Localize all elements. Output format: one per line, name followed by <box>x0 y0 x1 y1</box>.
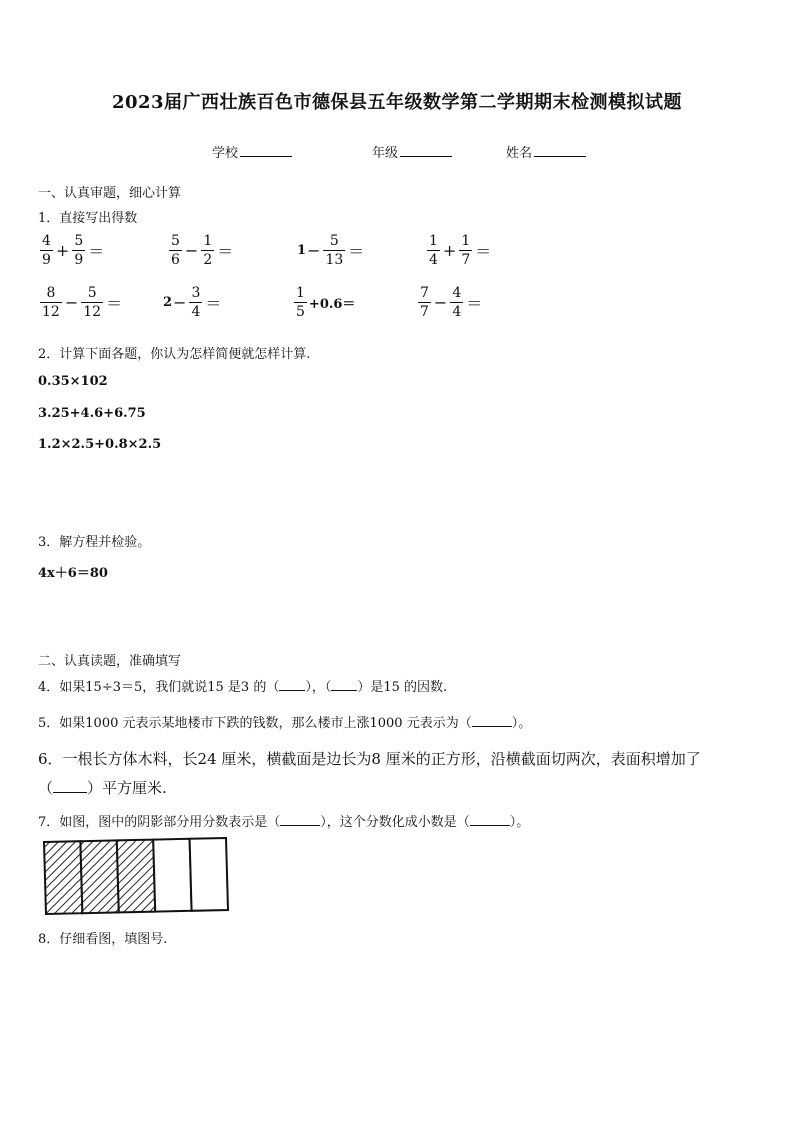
calc-item: $\frac{7}{7}$ − $\frac{4}{4}$ ＝ <box>420 285 483 320</box>
q2-line: 3.25+4.6+6.75 <box>38 406 146 421</box>
name-label: 姓名 <box>506 146 533 161</box>
fraction: $\frac{3}{4}$ <box>191 285 201 320</box>
shaded-part <box>44 841 82 914</box>
fraction: $\frac{5}{13}$ <box>325 233 344 268</box>
fraction: $\frac{7}{7}$ <box>420 285 429 320</box>
q5-text: 5．如果1000 元表示某地楼市下跌的钱数，那么楼市上涨1000 元表示为（ ）。 <box>38 716 532 731</box>
fraction: $\frac{8}{12}$ <box>42 285 60 320</box>
name-field <box>506 142 586 161</box>
page-title: 2023届广西壮族百色市德保县五年级数学第二学期期末检测模拟试题 <box>111 92 683 113</box>
shaded-part <box>117 840 155 913</box>
answer-blank[interactable] <box>279 678 305 691</box>
fraction: $\frac{1}{2}$ <box>203 233 213 268</box>
q7-text: 7．如图，图中的阴影部分用分数表示是（ ），这个分数化成小数是（ ）。 <box>38 815 530 830</box>
answer-blank[interactable] <box>331 678 357 691</box>
fraction: $\frac{1}{5}$ <box>296 285 305 320</box>
q2-label: 2．计算下面各题，你认为怎样简便就怎样计算. <box>38 347 311 362</box>
calc-item: $\frac{1}{4}$ + $\frac{1}{7}$ ＝ <box>429 233 492 268</box>
fraction: $\frac{4}{9}$ <box>42 233 51 268</box>
fraction: $\frac{1}{4}$ <box>429 233 438 268</box>
q2-line: 1.2×2.5+0.8×2.5 <box>38 437 162 452</box>
calc-item: $\frac{8}{12}$ − $\frac{5}{12}$ ＝ <box>42 285 123 320</box>
school-field <box>212 142 292 161</box>
q6-line1: 6．一根长方体木料，长24 厘米，横截面是边长为8 厘米的正方形，沿横截面切两次，表面积增加了 <box>38 750 701 768</box>
school-blank <box>240 143 292 157</box>
grade-field <box>372 142 452 161</box>
section2-heading: 二、认真读题，准确填写 <box>38 654 182 669</box>
fraction: $\frac{4}{4}$ <box>452 285 462 320</box>
answer-blank[interactable] <box>53 780 87 793</box>
calc-item: $\frac{1}{5}$ +0.6＝ <box>296 285 356 320</box>
fraction: $\frac{5}{12}$ <box>83 285 102 320</box>
calc-item: $\frac{4}{9}$ + $\frac{5}{9}$ ＝ <box>42 233 105 268</box>
unshaded-part <box>190 838 228 911</box>
section1-heading: 一、认真审题，细心计算 <box>38 186 182 201</box>
fraction: $\frac{5}{6}$ <box>171 233 180 268</box>
q8-label: 8．仔细看图，填图号. <box>38 932 168 947</box>
q2-line: 0.35×102 <box>38 374 108 389</box>
grade-blank <box>400 143 452 157</box>
shaded-part <box>80 840 118 913</box>
answer-blank[interactable] <box>472 714 512 727</box>
school-label: 学校 <box>212 146 239 161</box>
fraction: $\frac{5}{9}$ <box>74 233 84 268</box>
q4-text: 4．如果15÷3＝5，我们就说15 是3 的（ ），（ ）是15 的因数. <box>38 680 448 695</box>
q6-line2: （ ）平方厘米. <box>38 779 167 797</box>
calc-item: 1 − $\frac{5}{13}$ ＝ <box>297 233 365 268</box>
q3-equation: 4x＋6＝80 <box>38 566 108 581</box>
answer-blank[interactable] <box>470 813 510 826</box>
q3-label: 3．解方程并检验。 <box>38 535 151 550</box>
calc-item: $\frac{5}{6}$ − $\frac{1}{2}$ ＝ <box>171 233 234 268</box>
answer-blank[interactable] <box>280 813 320 826</box>
unshaded-part <box>153 839 191 912</box>
grade-label: 年级 <box>372 146 399 161</box>
q1-label: 1．直接写出得数 <box>38 211 138 226</box>
shaded-rectangle-figure <box>40 834 232 918</box>
fraction: $\frac{1}{7}$ <box>461 233 471 268</box>
calc-item: 2 − $\frac{3}{4}$ ＝ <box>163 285 222 320</box>
name-blank <box>534 143 586 157</box>
